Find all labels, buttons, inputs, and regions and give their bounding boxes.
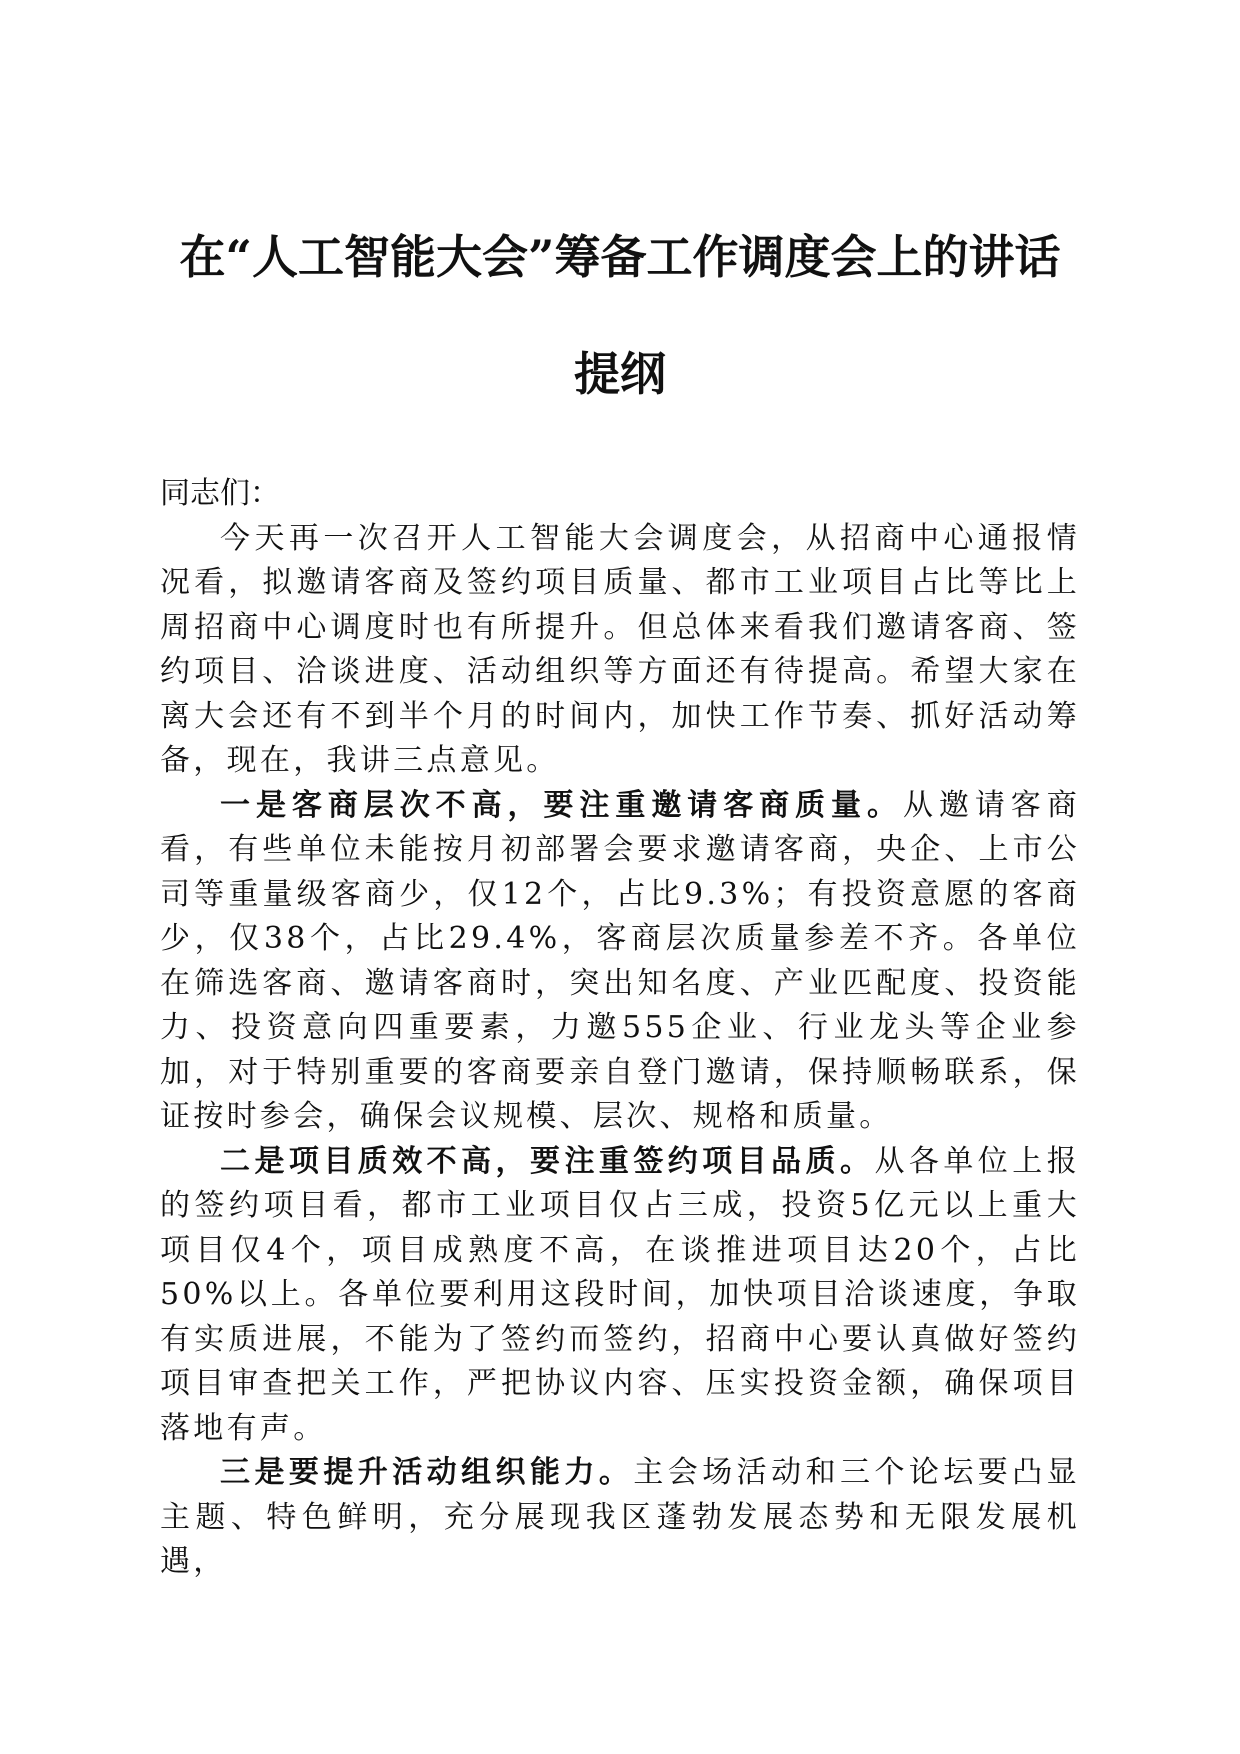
- salutation: 同志们：: [160, 476, 280, 511]
- document-title-line1: 在“人工智能大会”筹备工作调度会上的讲话: [179, 230, 1061, 284]
- paragraph-text: 今天再一次召开人工智能大会调度会，从招商中心通报情况看，拟邀请客商及签约项目质量、都市工业项目占比等比上周招商中心调度时也有所提升。但总体来看我们邀请客商、签约项目、洽谈进度、活动组织等方面还有待提高。希望大家在离大会还有不到半个月的时间内，加快工作节奏、抓好活动筹备，现在，我讲三点意见。: [160, 520, 1080, 778]
- paragraph-point-three: [160, 1451, 1080, 1585]
- document-body: [160, 472, 1080, 1585]
- paragraph-lead: 二是项目质效不高，要注重签约项目品质。: [220, 1143, 875, 1179]
- paragraph-text: 主会场活动和三个论坛要凸显主题、特色鲜明，充分展现我区蓬勃发展态势和无限发展机遇，: [160, 1455, 1080, 1579]
- paragraph-point-two: [160, 1140, 1080, 1452]
- paragraph-text: 从邀请客商看，有些单位未能按月初部署会要求邀请客商，央企、上市公司等重量级客商少，仅12个，占比9.3%；有投资意愿的客商少，仅38个，占比29.4%，客商层次质量参差不齐。各单位在筛选客商、邀请客商时，突出知名度、产业匹配度、投资能力、投资意向四重要素，力邀555企业、行业龙头等企业参加，对于特别重要的客商要亲自登门邀请，保持顺畅联系，保证按时参会，确保会议规模、层次、规格和质量。: [160, 787, 1081, 1134]
- paragraph-point-one: [160, 784, 1080, 1140]
- paragraph-lead: 一是客商层次不高，要注重邀请客商质量。: [220, 787, 903, 823]
- paragraph-intro: [160, 517, 1080, 784]
- paragraph-lead: 三是要提升活动组织能力。: [220, 1455, 634, 1490]
- document-title-line2: 提纲: [574, 347, 666, 401]
- paragraph-text: 从各单位上报的签约项目看，都市工业项目仅占三成，投资5亿元以上重大项目仅4个，项目成熟度不高，在谈推进项目达20个，占比50%以上。各单位要利用这段时间，加快项目洽谈速度，争取有实质进展，不能为了签约而签约，招商中心要认真做好签约项目审查把关工作，严把协议内容、压实投资金额，确保项目落地有声。: [160, 1143, 1080, 1446]
